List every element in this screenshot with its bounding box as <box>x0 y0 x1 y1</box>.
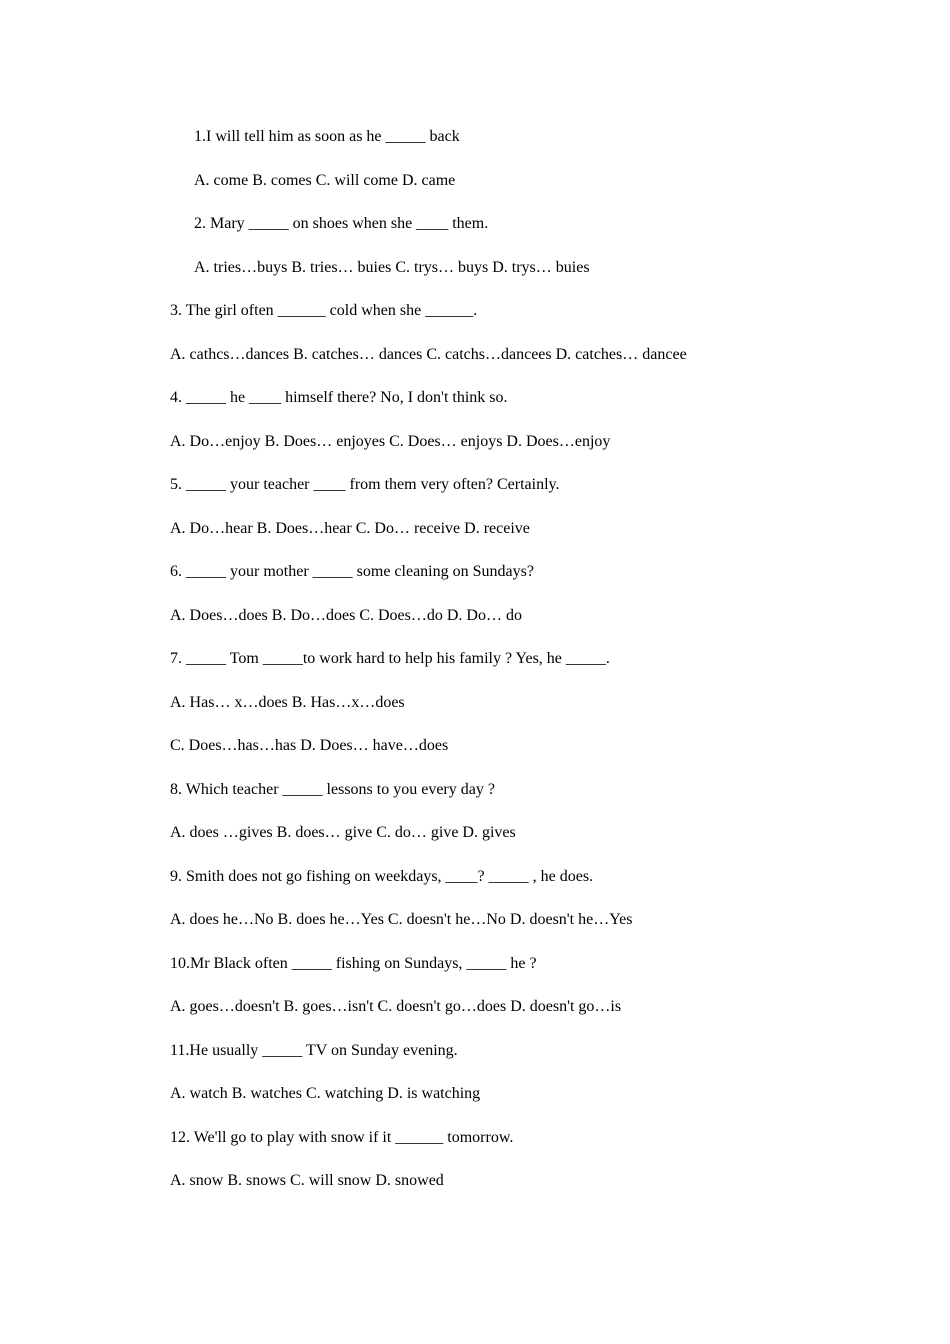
question-1: 1.I will tell him as soon as he _____ back <box>194 128 460 145</box>
question-11: 11.He usually _____ TV on Sunday evening. <box>170 1042 458 1059</box>
question-8-options: A. does …gives B. does… give C. do… give D. gives <box>170 824 516 841</box>
question-3: 3. The girl often ______ cold when she ______. <box>170 302 478 319</box>
question-2-options: A. tries…buys B. tries… buies C. trys… buys D. trys… buies <box>194 259 590 276</box>
question-12-options: A. snow B. snows C. will snow D. snowed <box>170 1172 444 1189</box>
question-6: 6. _____ your mother _____ some cleaning on Sundays? <box>170 563 534 580</box>
question-7: 7. _____ Tom _____to work hard to help his family ? Yes, he _____. <box>170 650 610 667</box>
question-9: 9. Smith does not go fishing on weekdays, ____? _____ , he does. <box>170 868 594 885</box>
question-4: 4. _____ he ____ himself there? No, I don't think so. <box>170 389 508 406</box>
question-3-options: A. cathcs…dances B. catches… dances C. catchs…dancees D. catches… dancee <box>170 346 687 363</box>
question-5: 5. _____ your teacher ____ from them very often? Certainly. <box>170 476 560 493</box>
question-7-options-cd: C. Does…has…has D. Does… have…does <box>170 737 449 754</box>
question-10: 10.Mr Black often _____ fishing on Sundays, _____ he ? <box>170 955 537 972</box>
question-11-options: A. watch B. watches C. watching D. is watching <box>170 1085 481 1102</box>
question-1-options: A. come B. comes C. will come D. came <box>194 172 456 189</box>
question-7-options-ab: A. Has… x…does B. Has…x…does <box>170 694 405 711</box>
question-8: 8. Which teacher _____ lessons to you every day ? <box>170 781 495 798</box>
question-9-options: A. does he…No B. does he…Yes C. doesn't he…No D. doesn't he…Yes <box>170 911 633 928</box>
question-6-options: A. Does…does B. Do…does C. Does…do D. Do… do <box>170 607 522 624</box>
question-10-options: A. goes…doesn't B. goes…isn't C. doesn't go…does D. doesn't go…is <box>170 998 622 1015</box>
question-12: 12. We'll go to play with snow if it ______ tomorrow. <box>170 1129 514 1146</box>
question-4-options: A. Do…enjoy B. Does… enjoyes C. Does… enjoys D. Does…enjoy <box>170 433 611 450</box>
question-5-options: A. Do…hear B. Does…hear C. Do… receive D. receive <box>170 520 530 537</box>
question-2: 2. Mary _____ on shoes when she ____ them. <box>194 215 489 232</box>
